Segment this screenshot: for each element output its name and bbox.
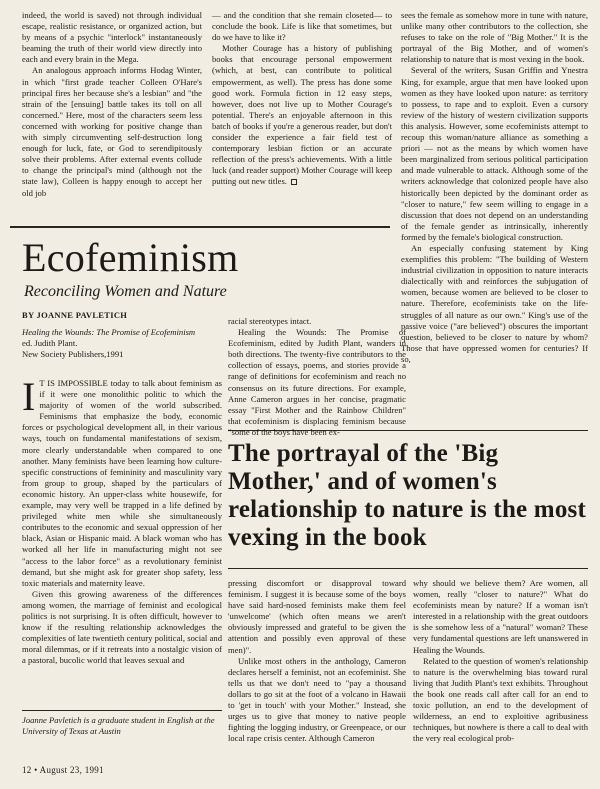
paragraph: sees the female as somehow more in tune with nature, unlike many other contributors to the collection, she refuses to take on the role of "Big Mother." It is the portrayal of the Big Mother, and of women's relationship to nature that is most vexing in the book. [401,10,588,65]
paragraph: An analogous approach informs Hodag Winter, in which "first grade teacher Colleen O'Hare's principal fires her because she's a lesbian" and "the strain of the [ensuing] battle takes its toll on all concerned." Here, most of the characters seem less concerned with working for positive change than with simply circumventing self-destruction long enough for luck, fate, or God to serendipitously solve their problems. After external events collude to change the principal's mind (although not the state law), Colleen is happy enough to accept her old job [22,65,202,198]
article-column-2-top [228,316,406,438]
pull-quote: The portrayal of the 'Big Mother,' and of women's relationship to nature is the most vexing in the book [228,440,586,551]
paragraph: indeed, the world is saved) not through individual escape, realistic resistance, or organized action, but by means of a psychic "interlock" instantaneously beaming the truth of their world view directly into each and every brain in the Mega. [22,10,202,65]
paragraph: An especially confusing statement by King exemplifies this problem: "The building of Western industrial civilization in opposition to nature interacts dialectically with and reinforces the subjugation of women, because women are believed to be closer to nature. Therefore, ecofeminists take on the life-struggles of all nature as our own." King's use of the passive voice ("are believed") obscures the important question, believed to be closer to nature by whom? Those that have oppressed women for centuries? If so, [401,242,588,364]
top-column-2 [212,10,392,188]
paragraph [212,43,392,187]
book-publisher: New Society Publishers,1991 [22,348,124,359]
top-column-3 [401,10,588,365]
author-note-rule [22,710,222,711]
article-title: Ecofeminism [22,235,239,280]
section-rule [10,226,390,228]
lead-caps: T IS IMPOSSIBLE [39,378,108,388]
article-column-2-bottom [228,578,406,744]
lead-paragraph [22,374,222,589]
paragraph: Unlike most others in the anthology, Cameron declares herself a feminist, not an ecofeminist. She tells us that we don't need to "pay a thousand dollars to go sit at the foot of a volcano in Hawaii to 'get in touch' with your Mother." Instead, she urges us to give that money to native people fighting the logging industry, or Greenpeace, or our local rape crisis center. Although Cameron [228,655,406,744]
drop-cap: I [22,374,36,419]
article-subtitle: Reconciling Women and Nature [24,283,227,300]
paragraph: Healing the Wounds: The Promise of Ecofeminism, edited by Judith Plant, wanders in both directions. The twenty-five contributors to the collection of essays, poems, and stories provide a range of definitions for ecofeminism and reach no consensus on its future directions. For example, Anne Cameron argues in her concise, pragmatic essay "First Mother and the Rainbow Children" that ecofeminism is displacing feminism because "some of the boys have been ex- [228,327,406,437]
book-title: Healing the Wounds: The Promise of Ecofeminism [22,327,196,337]
lead-text: today to talk about feminism as if it were one monolithic politic to which the majority of women of the world subscribed. Feminisms that emphasize the body, economic forces or psychological development all, in their various ways, touch on fundamental manifestations of sexism, more clearly understandable when compared to one another. Many feminists have been learning how culture-specific constructions of femininity and masculinity vary from group to group, shaped by the particulars of economic history. An upper-class white housewife, for example, may very well be trapped in a life defined by privileged white men while she simultaneously contributes to the economic and sexual oppression of her black, Asian or Hispanic maid. A black woman who has worked all her life in manufacturing might not see "access to the labor force" as a revolutionary feminist demand, but she might ask for greater shop safety, less toxic materials and maternity leave. [22,378,222,588]
section-rule [228,568,588,569]
author-note: Joanne Pavletich is a graduate student in English at the University of Texas at Austin [22,715,215,736]
paragraph: — and the condition that she remain closeted— to conclude the book. Life is like that sometimes, but do we have to like it? [212,10,392,43]
top-column-1 [22,10,202,199]
article-column-1 [22,374,222,666]
byline: BY JOANNE PAVLETICH [22,310,128,320]
paragraph: racial stereotypes intact. [228,316,312,326]
paragraph: pressing discomfort or disapproval toward feminism. I suggest it is because some of the boys have said hard-nosed feminists make them feel 'unwelcome' (which often means we aren't obviously impressed and grateful to be given the attention and possibly even approval of these men)". [228,578,406,655]
page-footer: 12 • August 23, 1991 [22,765,104,775]
book-editor: ed. Judith Plant. [22,337,78,348]
end-of-story-icon [291,179,297,185]
paragraph: Several of the writers, Susan Griffin and Ynestra King, for example, argue that men have looked upon women as they have looked upon nature: as territory to possess, to rape and to exploit. Even a cursory review of the history of western civilization supports this analysis. However, some ecofeminists attempt to recoup this woman/nature alliance as something a priori — not as the means by which women have been marginalized from serious political participation and made vulnerable to attack. Although some of the writers acknowledge that colonized people have also historically been depicted by the dominant order as "closer to nature," few seem willing to engage in a discussion that does not depend on an understanding of the female gender as intrinsically, inherently formed by the female's biological construction. [401,65,588,242]
paragraph: Related to the question of women's relationship to nature is the overwhelming bias toward rural living that Judith Plant's text exhibits. Throughout the book one reads call after call for an end to toxic pollution, an end to the development of wilderness, an end to exploitive agribusiness techniques, but nowhere is there a call to deal with the very real ecological prob- [413,655,588,744]
book-info [22,327,222,359]
article-column-3-bottom [413,578,588,744]
paragraph-text: Mother Courage has a history of publishing books that encourage personal empowerment (which, at best, can contribute to political empowerment, as well). The press has done some good work. Formula fiction in 12 easy steps, however, does not live up to Mother Courage's potential. There's an enjoyable afternoon in this batch of books if you're a generous reader, but don't consider the experience a fair field test of contemporary lesbian fiction or an accurate reflection of the press's achievements. With a little luck (and reader support) Mother Courage will keep putting out new titles. [212,43,392,187]
paragraph: why should we believe them? Are women, all women, really "closer to nature?" What do ecofeminists mean by nature? If a woman isn't interested in a relationship with the great outdoors is she somehow less of a "natural" woman? These very fundamental questions are left unanswered in Healing the Wounds. [413,578,588,655]
paragraph: Given this growing awareness of the differences among women, the marriage of feminist and ecological politics is not surprising. It is often difficult, however to know if the resulting relationship acknowledges the complexities of late twentieth century political, social and moral dilemmas, or if it retreats into a nostalgic vision of a pastoral, bucolic world that leaves sexual and [22,588,222,666]
